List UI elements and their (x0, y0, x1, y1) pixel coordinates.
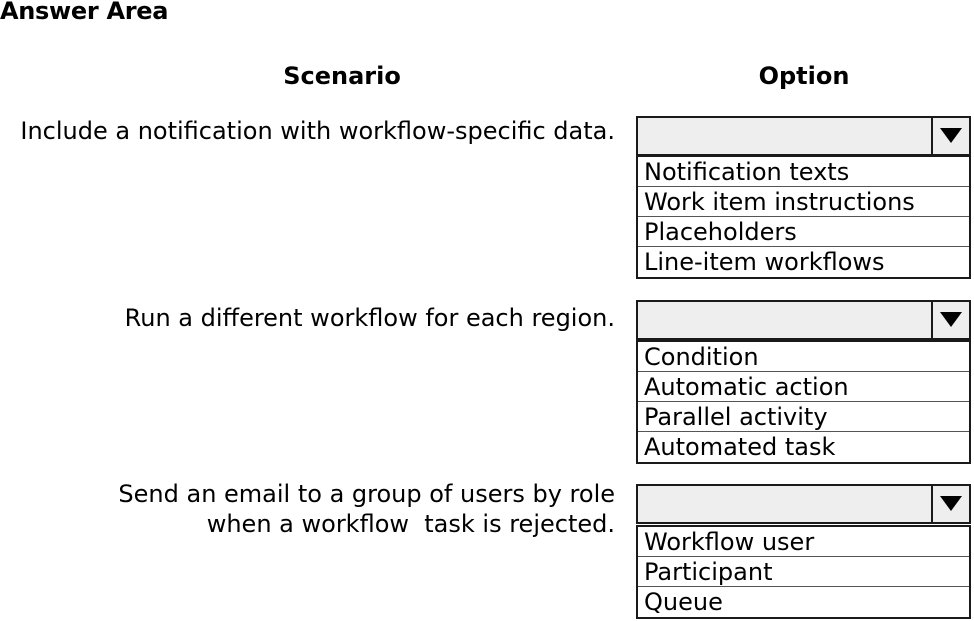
option-1-item[interactable]: Placeholders (638, 217, 969, 247)
scenario-2-text (125, 303, 615, 333)
option-2-dropdown[interactable] (636, 300, 971, 340)
option-1-list (636, 155, 971, 279)
scenario-column-header: Scenario (283, 62, 401, 90)
option-1-item[interactable]: Line-item workflows (644, 248, 885, 276)
option-3-list (636, 525, 971, 619)
dropdown-1-arrow-button[interactable] (931, 118, 969, 154)
dropdown-3-arrow-button[interactable] (931, 486, 969, 522)
option-3-dropdown[interactable] (636, 484, 971, 524)
option-2-item[interactable]: Parallel activity (638, 402, 969, 432)
option-1-item[interactable]: Work item instructions (638, 187, 969, 217)
scenario-3-line-2: when a workflow task is rejected. (206, 510, 615, 538)
option-2-list (636, 340, 971, 464)
answer-area-title: Answer Area (0, 0, 169, 25)
scenario-1-line: Include a notification with workflow-specific data. (20, 117, 615, 145)
option-2-item[interactable]: Automated task (644, 433, 836, 461)
option-1-dropdown[interactable] (636, 116, 971, 156)
scenario-1-text (20, 116, 615, 146)
scenario-2-line: Run a different workflow for each region. (124, 304, 615, 332)
option-1-item[interactable]: Notification texts (638, 157, 969, 187)
option-3-item[interactable]: Workflow user (638, 527, 969, 557)
scenario-3-text (118, 479, 615, 539)
scenario-3-line-1: Send an email to a group of users by role (118, 480, 615, 508)
triangle-down-icon (940, 312, 962, 328)
dropdown-2-arrow-button[interactable] (931, 302, 969, 338)
option-3-item[interactable]: Queue (644, 588, 723, 616)
option-2-item[interactable]: Condition (638, 342, 969, 372)
option-column-header: Option (758, 62, 850, 90)
triangle-down-icon (940, 496, 962, 512)
triangle-down-icon (940, 128, 962, 144)
option-2-item[interactable]: Automatic action (638, 372, 969, 402)
option-3-item[interactable]: Participant (638, 557, 969, 587)
